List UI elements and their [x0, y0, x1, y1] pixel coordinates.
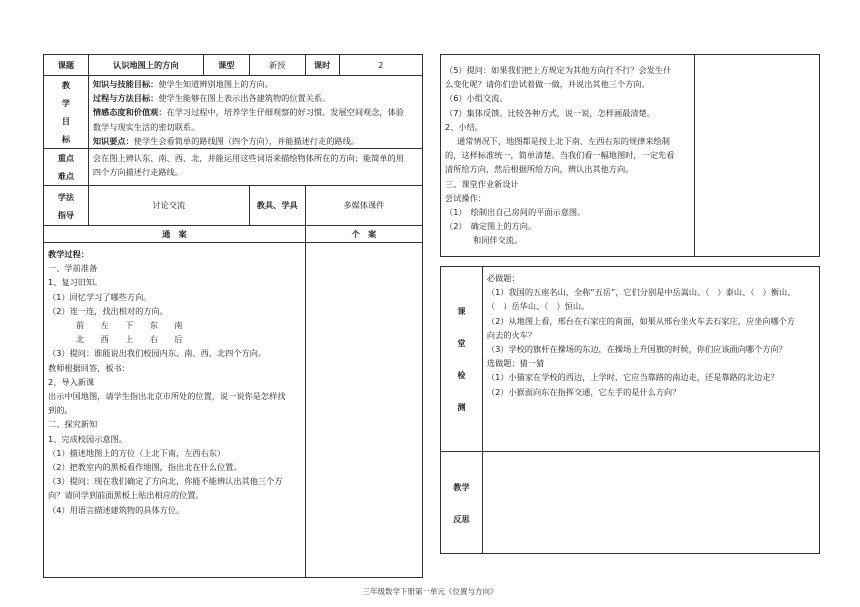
left-lesson-table	[43, 54, 423, 578]
keypoints-label: 重点 难点	[44, 149, 89, 186]
goal-knowledge: 知识与技能目标：使学生知道辨别地图上的方向。	[92, 79, 273, 89]
goal-process: 过程与方法目标：使学生能够在图上表示出各建筑物的位置关系。	[92, 93, 331, 104]
reflection-label: 教学 反思	[441, 452, 483, 554]
individual-plan-right	[694, 55, 819, 257]
individual-plan-header: 个 案	[305, 226, 422, 243]
goal-attitude-cont: 数学与现实生活的密切联系。	[92, 121, 200, 132]
spacer-row	[441, 257, 820, 267]
goal-attitude: 情感态度和价值观：在学习过程中，培养学生仔细观察的好习惯。发展空间观念，体验	[92, 107, 404, 118]
goals-content	[88, 76, 422, 149]
lesson-label: 课题	[44, 55, 89, 76]
reflection-content	[482, 452, 819, 554]
type-label: 课型	[203, 55, 249, 76]
type-value: 新授	[249, 55, 305, 76]
method-value: 讨论交流	[88, 186, 249, 226]
lesson-title: 认识地图上的方向	[88, 55, 203, 76]
goal-keypoints: 知识要点：使学生会看简单的路线图（四个方向），并能描述行走的路线。	[92, 135, 359, 146]
hours-value: 2	[339, 55, 422, 76]
teaching-process: 教学过程： 一、学前准备 1、复习旧知。 （1）回忆学习了哪些方向。 （2）连一连，找出相对的方向。 前 左 下 东 南 北 西 上 右 后 （3）提问：谁能说出我们校园内东、南、西、北四个方向。 教师根据回答，板书： 2、导入新课 出示中国地图，请学生指出北京市所处的位置，说一说你是怎样找 到的。 二、探究新知 1、完成校园示意图。 （1）描述地图上的方位（上北下南，左西右东） （2）把教室内的黑板看作地图，指出北在什么位置。 （3）提问：现在我们确定了方向北，你能不能辨认出其他三个方 向？请同学到前面黑板上贴出相应的位置。 （4）用语言描述建筑物的具体方位。	[44, 243, 306, 578]
method-label: 学法 指导	[44, 186, 89, 226]
hours-label: 课时	[305, 55, 339, 76]
individual-plan-cell	[305, 243, 422, 578]
check-label: 课 堂 检 测	[441, 267, 483, 452]
tools-value: 多媒体课件	[305, 186, 422, 226]
common-plan-header: 通 案	[44, 226, 306, 243]
page-footer: 三年级数学下册第一单元《位置与方向》	[362, 587, 498, 596]
keypoints-content: 会在图上辨认东、南、西、北，并能运用这些词语来描绘物体所在的方向；能简单的用 四个方向描述行走路线。	[88, 149, 422, 186]
goals-label: 教 学 目 标	[44, 76, 89, 149]
right-lesson-table	[440, 54, 820, 554]
tools-label: 教具、学具	[249, 186, 305, 226]
classroom-check-content: 必做题： （1）我国的五座名山，全称“五岳”，它们分别是中岳嵩山、（ ）泰山、（ ）衡山、 （ ）岳华山、（ ）恒山。 （2）从地图上看，邢台在石家庄的南面，如果从邢台坐火车去石家庄，应坐向哪个方 向去的火车？ （3）学校的旗杆在操场的东边，在操场上升国旗的时候，你们应该面向哪个方向？ 选做题：猜一猜 （1）小猫家在学校的西边，上学时，它应当靠路的南边走，还是靠路的北边走？ （2）小猴面向东在指挥交通，它左手的是什么方向？	[482, 267, 819, 452]
process-continued: （5）提问：如果我们把上方规定为其他方向行不行？会发生什 么变化呢？请你们尝试着做一做，并说出其他三个方向。 （6）小组交流。 （7）集体反馈。比较各种方式，说一说，怎样画最清楚。 2、小结。 通常情况下，地图都是按上北下南、左西右东的规律来绘制 的，这样标准统一，简单清楚。当我们看一幅地图时，一定先看 清所给方向，然后根据所给方向，辨认出其他方向。 三、课堂作业新设计 尝试操作： （1） 绘制出自己房间的平面示意图。 （2） 确定图上的方向。 和同伴交流。	[441, 55, 695, 257]
